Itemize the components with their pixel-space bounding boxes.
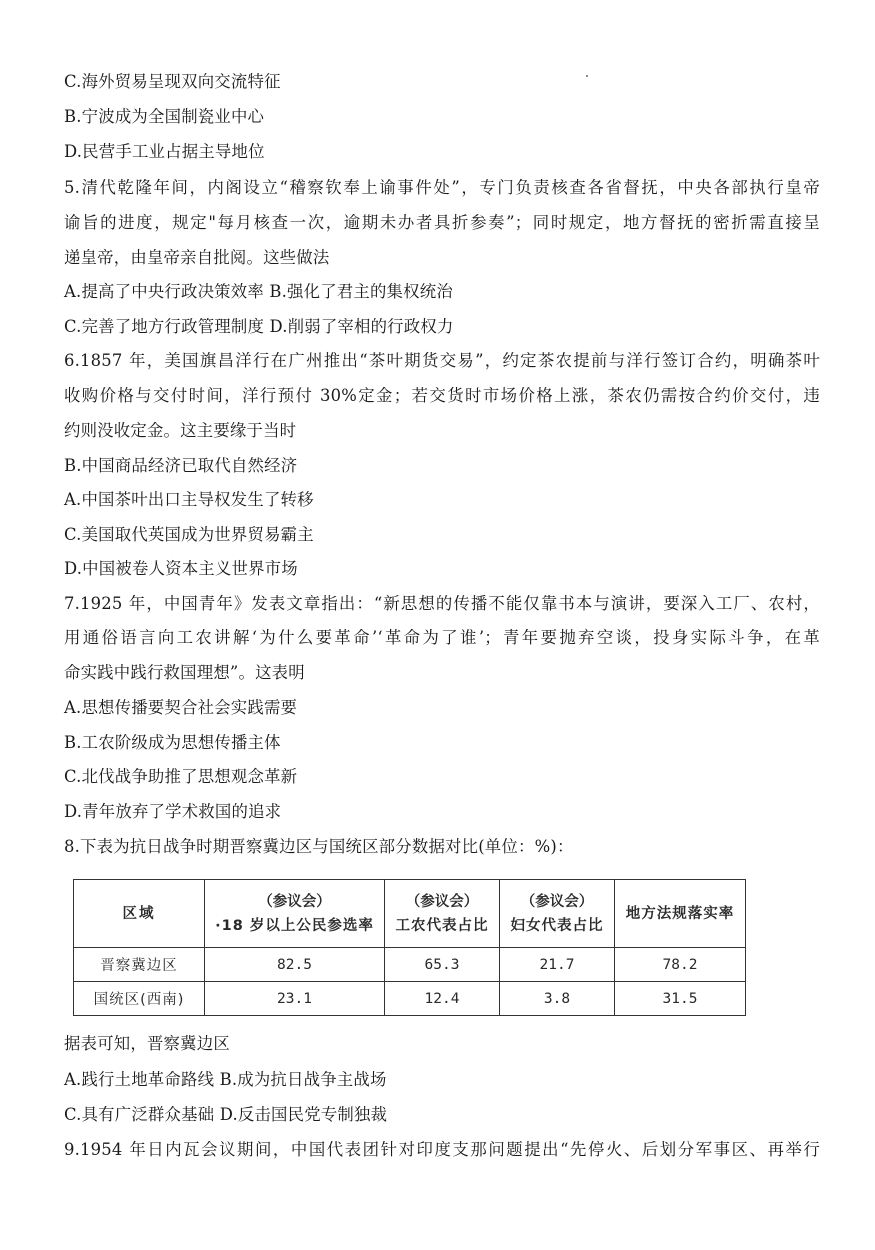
question-7-stem: 7.1925 年，中国青年》发表文章指出：“新思想的传播不能仅靠书本与演讲，要深入工厂、农村， [64, 594, 820, 613]
question-7-stem: 用通俗语言向工农讲解‘为什么要革命’‘革命为了谁’；青年要抛弃空谈，投身实际斗争，在革 [64, 628, 820, 647]
question-5-stem: 递皇帝，由皇帝亲自批阅。这些做法 [64, 248, 330, 267]
cell-value: 82.5 [205, 948, 385, 982]
question-8-options: C.具有广泛群众基础 D.反击国民党专制独裁 [64, 1105, 388, 1124]
header-law-implementation: 地方法规落实率 [615, 880, 746, 948]
question-8-lead: 据表可知，晋察冀边区 [64, 1034, 230, 1053]
row-region: 晋察冀边区 [74, 948, 205, 982]
cell-value: 21.7 [500, 948, 615, 982]
question-6-option: C.美国取代英国成为世界贸易霸主 [64, 525, 314, 544]
header-women-ratio: （参议会） 妇女代表占比 [500, 880, 615, 948]
question-7-stem: 命实践中践行救国理想”。这表明 [64, 663, 305, 682]
table-row [74, 982, 746, 1016]
question-6-option: A.中国茶叶出口主导权发生了转移 [64, 490, 314, 509]
question-5-options: A.提高了中央行政决策效率 B.强化了君主的集权统治 [64, 282, 453, 301]
cell-value: 78.2 [615, 948, 746, 982]
header-worker-peasant-ratio: （参议会） 工农代表占比 [385, 880, 500, 948]
cell-value: 31.5 [615, 982, 746, 1016]
cell-value: 12.4 [385, 982, 500, 1016]
header-region: 区域 [74, 880, 205, 948]
question-7-option: C.北伐战争助推了思想观念革新 [64, 767, 298, 786]
question-6-stem: 6.1857 年，美国旗昌洋行在广州推出“茶叶期货交易”，约定茶农提前与洋行签订合约，明确茶叶 [64, 351, 820, 370]
question-6-option: B.中国商品经济已取代自然经济 [64, 456, 298, 475]
cell-value: 65.3 [385, 948, 500, 982]
question-7-option: B.工农阶级成为思想传播主体 [64, 733, 281, 752]
question-7-option: D.青年放弃了学术救国的追求 [64, 802, 282, 821]
table-row [74, 948, 746, 982]
cell-value: 3.8 [500, 982, 615, 1016]
question-6-stem: 约则没收定金。这主要缘于当时 [64, 421, 297, 440]
option-line: C.海外贸易呈现双向交流特征 [64, 72, 281, 91]
cell-value: 23.1 [205, 982, 385, 1016]
question-5-stem: 谕旨的进度，规定"每月核查一次，逾期未办者具折参奏”；同时规定，地方督抚的密折需直接呈 [64, 213, 820, 232]
row-region: 国统区(西南) [74, 982, 205, 1016]
question-8-stem: 8.下表为抗日战争时期晋察冀边区与国统区部分数据对比(单位：%)： [64, 837, 574, 856]
question-5-stem: 5.清代乾隆年间，内阁设立“稽察钦奉上谕事件处”，专门负责核查各省督抚，中央各部执行皇帝 [64, 178, 820, 197]
option-line: D.民营手工业占据主导地位 [64, 142, 265, 161]
comparison-table [73, 879, 746, 1016]
question-6-stem: 收购价格与交付时间，洋行预付 30%定金；若交货时市场价格上涨，茶农仍需按合约价交付，违 [64, 386, 820, 405]
question-7-option: A.思想传播要契合社会实践需要 [64, 698, 298, 717]
question-6-option: D.中国被卷人资本主义世界市场 [64, 559, 298, 578]
question-9-stem: 9.1954 年日内瓦会议期间，中国代表团针对印度支那问题提出“先停火、后划分军事区、再举行 [64, 1140, 820, 1159]
question-5-options: C.完善了地方行政管理制度 D.削弱了宰相的行政权力 [64, 317, 454, 336]
table-header-row [74, 880, 746, 948]
option-line: B.宁波成为全国制瓷业中心 [64, 107, 265, 126]
question-8-options: A.践行土地革命路线 B.成为抗日战争主战场 [64, 1070, 387, 1089]
header-voter-turnout: （参议会） ·18 岁以上公民参选率 [205, 880, 385, 948]
